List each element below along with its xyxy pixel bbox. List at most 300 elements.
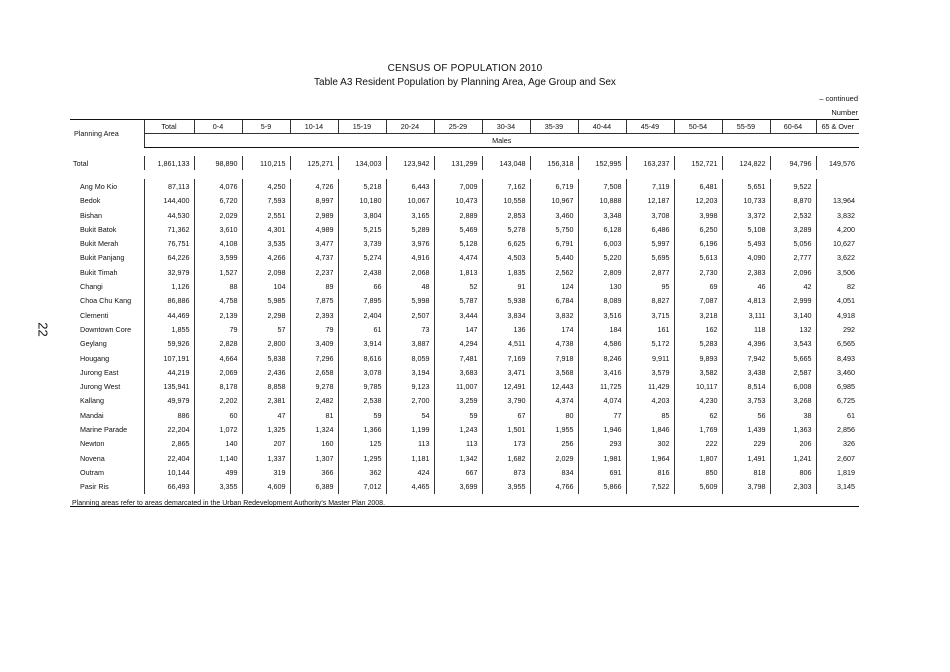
- cell-value: 3,832: [530, 308, 578, 322]
- cell-value: 3,268: [770, 394, 816, 408]
- cell-value: 2,393: [290, 308, 338, 322]
- table-row: [70, 279, 859, 293]
- planning-area-name: Jurong East: [80, 367, 119, 377]
- table-row: [70, 365, 859, 379]
- cell-value: 4,250: [242, 179, 290, 193]
- cell-value: 2,607: [816, 451, 859, 465]
- table-row: [70, 451, 859, 465]
- cell-value: 2,383: [722, 265, 770, 279]
- cell-value: 163,237: [626, 156, 674, 170]
- cell-value: 850: [674, 465, 722, 479]
- cell-value: 3,543: [770, 337, 816, 351]
- footnote: Planning areas refer to areas demarcated in the Urban Redevelopment Authority's Master Plan 2008.: [72, 500, 386, 507]
- cell-value: 3,460: [530, 208, 578, 222]
- planning-area-name: Downtown Core: [80, 324, 132, 334]
- cell-value: 1,439: [722, 422, 770, 436]
- cell-value: 4,076: [194, 179, 242, 193]
- cell-value: 4,609: [242, 480, 290, 494]
- cell-value: 7,296: [290, 351, 338, 365]
- cell-value: 667: [434, 465, 482, 479]
- cell-value: 152,721: [674, 156, 722, 170]
- cell-value: 3,078: [338, 365, 386, 379]
- cell-value: 366: [290, 465, 338, 479]
- sex-label: Males: [144, 134, 859, 148]
- cell-value: 9,522: [770, 179, 816, 193]
- cell-value: 52: [434, 279, 482, 293]
- cell-value: 85: [626, 408, 674, 422]
- cell-value: 7,009: [434, 179, 482, 193]
- cell-value: 1,243: [434, 422, 482, 436]
- cell-value: 3,355: [194, 480, 242, 494]
- cell-value: 5,750: [530, 222, 578, 236]
- cell-value: 9,911: [626, 351, 674, 365]
- cell-value: 207: [242, 437, 290, 451]
- cell-value: 4,511: [482, 337, 530, 351]
- cell-value: 10,144: [144, 465, 194, 479]
- cell-value: 3,145: [816, 480, 859, 494]
- table-row: [70, 179, 859, 193]
- cell-value: 4,918: [816, 308, 859, 322]
- cell-value: 5,985: [242, 294, 290, 308]
- cell-value: 292: [816, 322, 859, 336]
- cell-value: 7,895: [338, 294, 386, 308]
- cell-value: 7,942: [722, 351, 770, 365]
- cell-value: 134,003: [338, 156, 386, 170]
- planning-area-name: Bedok: [80, 196, 101, 206]
- cell-value: 1,682: [482, 451, 530, 465]
- cell-value: 1,501: [482, 422, 530, 436]
- cell-value: 12,443: [530, 379, 578, 393]
- cell-value: 143,048: [482, 156, 530, 170]
- column-header: 45-49: [626, 120, 674, 134]
- cell-value: 3,832: [816, 208, 859, 222]
- cell-value: 8,616: [338, 351, 386, 365]
- cell-value: 8,870: [770, 194, 816, 208]
- planning-area-name: Bishan: [80, 210, 102, 220]
- cell-value: 132: [770, 322, 816, 336]
- cell-value: 8,089: [578, 294, 626, 308]
- cell-value: 2,800: [242, 337, 290, 351]
- column-header: 60-64: [770, 120, 816, 134]
- cell-value: 136: [482, 322, 530, 336]
- cell-value: 8,997: [290, 194, 338, 208]
- cell-value: 1,819: [816, 465, 859, 479]
- cell-value: 5,220: [578, 251, 626, 265]
- cell-value: 3,753: [722, 394, 770, 408]
- cell-value: 5,283: [674, 337, 722, 351]
- table-row: [70, 322, 859, 336]
- cell-value: 66,493: [144, 480, 194, 494]
- cell-value: 206: [770, 437, 816, 451]
- cell-value: 10,558: [482, 194, 530, 208]
- table-row: [70, 251, 859, 265]
- cell-value: 131,299: [434, 156, 482, 170]
- cell-value: 5,493: [722, 236, 770, 250]
- planning-area-name: Clementi: [80, 310, 109, 320]
- cell-value: 2,482: [290, 394, 338, 408]
- title-block: [72, 62, 858, 89]
- cell-value: 3,955: [482, 480, 530, 494]
- cell-value: 4,108: [194, 236, 242, 250]
- column-header: 25-29: [434, 120, 482, 134]
- cell-value: 1,072: [194, 422, 242, 436]
- cell-value: 1,946: [578, 422, 626, 436]
- cell-value: 1,846: [626, 422, 674, 436]
- cell-value: 6,784: [530, 294, 578, 308]
- cell-value: 67: [482, 408, 530, 422]
- cell-value: 161: [626, 322, 674, 336]
- cell-value: 8,493: [816, 351, 859, 365]
- cell-value: 3,887: [386, 337, 434, 351]
- cell-value: 10,473: [434, 194, 482, 208]
- cell-value: 3,471: [482, 365, 530, 379]
- cell-value: 8,246: [578, 351, 626, 365]
- cell-value: 293: [578, 437, 626, 451]
- planning-area-name: Marine Parade: [80, 424, 128, 434]
- cell-value: 5,787: [434, 294, 482, 308]
- cell-value: 62: [674, 408, 722, 422]
- cell-value: 4,051: [816, 294, 859, 308]
- cell-value: 2,658: [290, 365, 338, 379]
- cell-value: 4,374: [530, 394, 578, 408]
- cell-value: 3,111: [722, 308, 770, 322]
- cell-value: 56: [722, 408, 770, 422]
- cell-value: 5,440: [530, 251, 578, 265]
- table-row: [70, 480, 859, 494]
- planning-area-name: Bukit Merah: [80, 239, 119, 249]
- cell-value: 5,695: [626, 251, 674, 265]
- page-number: 22: [35, 322, 51, 337]
- cell-value: 44,219: [144, 365, 194, 379]
- cell-value: 3,739: [338, 236, 386, 250]
- cell-value: 5,609: [674, 480, 722, 494]
- cell-value: 2,404: [338, 308, 386, 322]
- table-row: [70, 222, 859, 236]
- column-header: Total: [144, 120, 194, 134]
- table-body: [70, 148, 859, 507]
- cell-value: 38: [770, 408, 816, 422]
- column-header: 10-14: [290, 120, 338, 134]
- cell-value: 61: [816, 408, 859, 422]
- cell-value: 6,250: [674, 222, 722, 236]
- cell-value: 174: [530, 322, 578, 336]
- cell-value: 80: [530, 408, 578, 422]
- cell-value: 3,998: [674, 208, 722, 222]
- cell-value: 9,278: [290, 379, 338, 393]
- cell-value: 6,625: [482, 236, 530, 250]
- cell-value: 4,586: [578, 337, 626, 351]
- cell-value: 7,087: [674, 294, 722, 308]
- cell-value: 88: [194, 279, 242, 293]
- cell-value: 2,853: [482, 208, 530, 222]
- cell-value: 11,007: [434, 379, 482, 393]
- cell-value: 6,003: [578, 236, 626, 250]
- cell-value: 2,507: [386, 308, 434, 322]
- cell-value: 3,535: [242, 236, 290, 250]
- cell-value: 79: [290, 322, 338, 336]
- cell-value: 2,068: [386, 265, 434, 279]
- cell-value: 3,289: [770, 222, 816, 236]
- cell-value: 104: [242, 279, 290, 293]
- cell-value: 123,942: [386, 156, 434, 170]
- cell-value: 1,126: [144, 279, 194, 293]
- cell-value: 91: [482, 279, 530, 293]
- cell-value: 4,916: [386, 251, 434, 265]
- cell-value: 1,813: [434, 265, 482, 279]
- cell-value: 1,861,133: [144, 156, 194, 170]
- planning-area-name: Novena: [80, 453, 105, 463]
- cell-value: 3,976: [386, 236, 434, 250]
- table-row: [70, 294, 859, 308]
- cell-value: 3,348: [578, 208, 626, 222]
- cell-value: 818: [722, 465, 770, 479]
- cell-value: 7,119: [626, 179, 674, 193]
- cell-value: 7,522: [626, 480, 674, 494]
- table-row: [70, 236, 859, 250]
- cell-value: 3,259: [434, 394, 482, 408]
- table-row: [70, 379, 859, 393]
- continued-note: – continued: [819, 94, 858, 103]
- cell-value: 6,443: [386, 179, 434, 193]
- cell-value: 3,140: [770, 308, 816, 322]
- cell-value: 5,613: [674, 251, 722, 265]
- cell-value: 2,989: [290, 208, 338, 222]
- cell-value: 2,828: [194, 337, 242, 351]
- cell-value: 86,886: [144, 294, 194, 308]
- cell-value: 5,469: [434, 222, 482, 236]
- cell-value: 3,438: [722, 365, 770, 379]
- cell-value: 4,396: [722, 337, 770, 351]
- planning-area-name: Outram: [80, 467, 104, 477]
- cell-value: 125: [338, 437, 386, 451]
- cell-value: 22,204: [144, 422, 194, 436]
- cell-value: 3,372: [722, 208, 770, 222]
- cell-value: 69: [674, 279, 722, 293]
- cell-value: 61: [338, 322, 386, 336]
- cell-value: 10,627: [816, 236, 859, 250]
- cell-value: 691: [578, 465, 626, 479]
- cell-value: 9,893: [674, 351, 722, 365]
- planning-area-name: Bukit Panjang: [80, 253, 125, 263]
- cell-value: 160: [290, 437, 338, 451]
- cell-value: 76,751: [144, 236, 194, 250]
- cell-value: 1,366: [338, 422, 386, 436]
- cell-value: 5,108: [722, 222, 770, 236]
- cell-value: [816, 179, 859, 193]
- cell-value: 3,790: [482, 394, 530, 408]
- cell-value: 57: [242, 322, 290, 336]
- cell-value: 5,866: [578, 480, 626, 494]
- cell-value: 1,835: [482, 265, 530, 279]
- cell-value: 4,738: [530, 337, 578, 351]
- cell-value: 12,491: [482, 379, 530, 393]
- cell-value: 98,890: [194, 156, 242, 170]
- planning-area-name: Jurong West: [80, 382, 121, 392]
- cell-value: 3,798: [722, 480, 770, 494]
- cell-value: 1,363: [770, 422, 816, 436]
- column-header: 5-9: [242, 120, 290, 134]
- cell-value: 5,665: [770, 351, 816, 365]
- cell-value: 6,725: [816, 394, 859, 408]
- cell-value: 1,855: [144, 322, 194, 336]
- cell-value: 222: [674, 437, 722, 451]
- cell-value: 5,172: [626, 337, 674, 351]
- table-row: [70, 408, 859, 422]
- cell-value: 6,481: [674, 179, 722, 193]
- cell-value: 2,029: [530, 451, 578, 465]
- cell-value: 4,465: [386, 480, 434, 494]
- cell-value: 5,651: [722, 179, 770, 193]
- cell-value: 4,766: [530, 480, 578, 494]
- cell-value: 4,294: [434, 337, 482, 351]
- cell-value: 3,715: [626, 308, 674, 322]
- cell-value: 79: [194, 322, 242, 336]
- cell-value: 125,271: [290, 156, 338, 170]
- cell-value: 4,813: [722, 294, 770, 308]
- cell-value: 7,162: [482, 179, 530, 193]
- cell-value: 1,807: [674, 451, 722, 465]
- cell-value: 135,941: [144, 379, 194, 393]
- cell-value: 10,888: [578, 194, 626, 208]
- cell-value: 6,791: [530, 236, 578, 250]
- cell-value: 4,203: [626, 394, 674, 408]
- cell-value: 1,342: [434, 451, 482, 465]
- cell-value: 10,117: [674, 379, 722, 393]
- cell-value: 1,964: [626, 451, 674, 465]
- cell-value: 1,981: [578, 451, 626, 465]
- cell-value: 47: [242, 408, 290, 422]
- cell-value: 44,530: [144, 208, 194, 222]
- cell-value: 3,599: [194, 251, 242, 265]
- cell-value: 8,858: [242, 379, 290, 393]
- cell-value: 2,098: [242, 265, 290, 279]
- table-row: [70, 422, 859, 436]
- cell-value: 5,218: [338, 179, 386, 193]
- cell-value: 2,999: [770, 294, 816, 308]
- cell-value: 2,538: [338, 394, 386, 408]
- cell-value: 2,856: [816, 422, 859, 436]
- cell-value: 54: [386, 408, 434, 422]
- cell-value: 2,889: [434, 208, 482, 222]
- planning-area-name: Bukit Timah: [80, 267, 118, 277]
- cell-value: 8,827: [626, 294, 674, 308]
- cell-value: 110,215: [242, 156, 290, 170]
- cell-value: 816: [626, 465, 674, 479]
- cell-value: 13,964: [816, 194, 859, 208]
- cell-value: 140: [194, 437, 242, 451]
- cell-value: 94,796: [770, 156, 816, 170]
- cell-value: 42: [770, 279, 816, 293]
- cell-value: 2,532: [770, 208, 816, 222]
- cell-value: 4,266: [242, 251, 290, 265]
- cell-value: 10,180: [338, 194, 386, 208]
- cell-value: 3,804: [338, 208, 386, 222]
- cell-value: 319: [242, 465, 290, 479]
- cell-value: 2,202: [194, 394, 242, 408]
- planning-area-name: Ang Mo Kio: [80, 181, 118, 191]
- cell-value: 147: [434, 322, 482, 336]
- planning-area-name: Choa Chu Kang: [80, 296, 132, 306]
- cell-value: 6,196: [674, 236, 722, 250]
- column-header: 55-59: [722, 120, 770, 134]
- cell-value: 8,059: [386, 351, 434, 365]
- cell-value: 2,700: [386, 394, 434, 408]
- planning-area-name: Hougang: [80, 353, 110, 363]
- cell-value: 11,725: [578, 379, 626, 393]
- cell-value: 66: [338, 279, 386, 293]
- cell-value: 6,486: [626, 222, 674, 236]
- cell-value: 2,587: [770, 365, 816, 379]
- header-row: [70, 120, 859, 134]
- cell-value: 424: [386, 465, 434, 479]
- cell-value: 184: [578, 322, 626, 336]
- cell-value: 48: [386, 279, 434, 293]
- cell-value: 124: [530, 279, 578, 293]
- cell-value: 1,955: [530, 422, 578, 436]
- cell-value: 1,140: [194, 451, 242, 465]
- cell-value: 77: [578, 408, 626, 422]
- cell-value: 149,576: [816, 156, 859, 170]
- column-header: 65 & Over: [816, 120, 859, 134]
- planning-area-name: Total: [73, 158, 89, 168]
- cell-value: 59,926: [144, 337, 194, 351]
- table-row: [70, 465, 859, 479]
- cell-value: 1,199: [386, 422, 434, 436]
- cell-value: 2,877: [626, 265, 674, 279]
- cell-value: 7,918: [530, 351, 578, 365]
- cell-value: 4,726: [290, 179, 338, 193]
- cell-value: 6,985: [816, 379, 859, 393]
- column-header: 35-39: [530, 120, 578, 134]
- cell-value: 2,069: [194, 365, 242, 379]
- cell-value: 2,303: [770, 480, 816, 494]
- column-header: 15-19: [338, 120, 386, 134]
- cell-value: 3,506: [816, 265, 859, 279]
- cell-value: 4,200: [816, 222, 859, 236]
- cell-value: 10,067: [386, 194, 434, 208]
- cell-value: 118: [722, 322, 770, 336]
- cell-value: 2,730: [674, 265, 722, 279]
- cell-value: 1,769: [674, 422, 722, 436]
- cell-value: 2,381: [242, 394, 290, 408]
- cell-value: 113: [434, 437, 482, 451]
- cell-value: 2,438: [338, 265, 386, 279]
- cell-value: 3,708: [626, 208, 674, 222]
- cell-value: 3,683: [434, 365, 482, 379]
- cell-value: 2,809: [578, 265, 626, 279]
- cell-value: 130: [578, 279, 626, 293]
- cell-value: 2,029: [194, 208, 242, 222]
- cell-value: 4,664: [194, 351, 242, 365]
- cell-value: 302: [626, 437, 674, 451]
- table-row: [70, 194, 859, 208]
- cell-value: 5,128: [434, 236, 482, 250]
- cell-value: 8,178: [194, 379, 242, 393]
- cell-value: 173: [482, 437, 530, 451]
- cell-value: 64,226: [144, 251, 194, 265]
- cell-value: 10,967: [530, 194, 578, 208]
- cell-value: 886: [144, 408, 194, 422]
- column-header: 40-44: [578, 120, 626, 134]
- cell-value: 5,997: [626, 236, 674, 250]
- cell-value: 7,875: [290, 294, 338, 308]
- cell-value: 1,491: [722, 451, 770, 465]
- cell-value: 3,516: [578, 308, 626, 322]
- cell-value: 1,295: [338, 451, 386, 465]
- cell-value: 2,139: [194, 308, 242, 322]
- cell-value: 5,998: [386, 294, 434, 308]
- column-header: 20-24: [386, 120, 434, 134]
